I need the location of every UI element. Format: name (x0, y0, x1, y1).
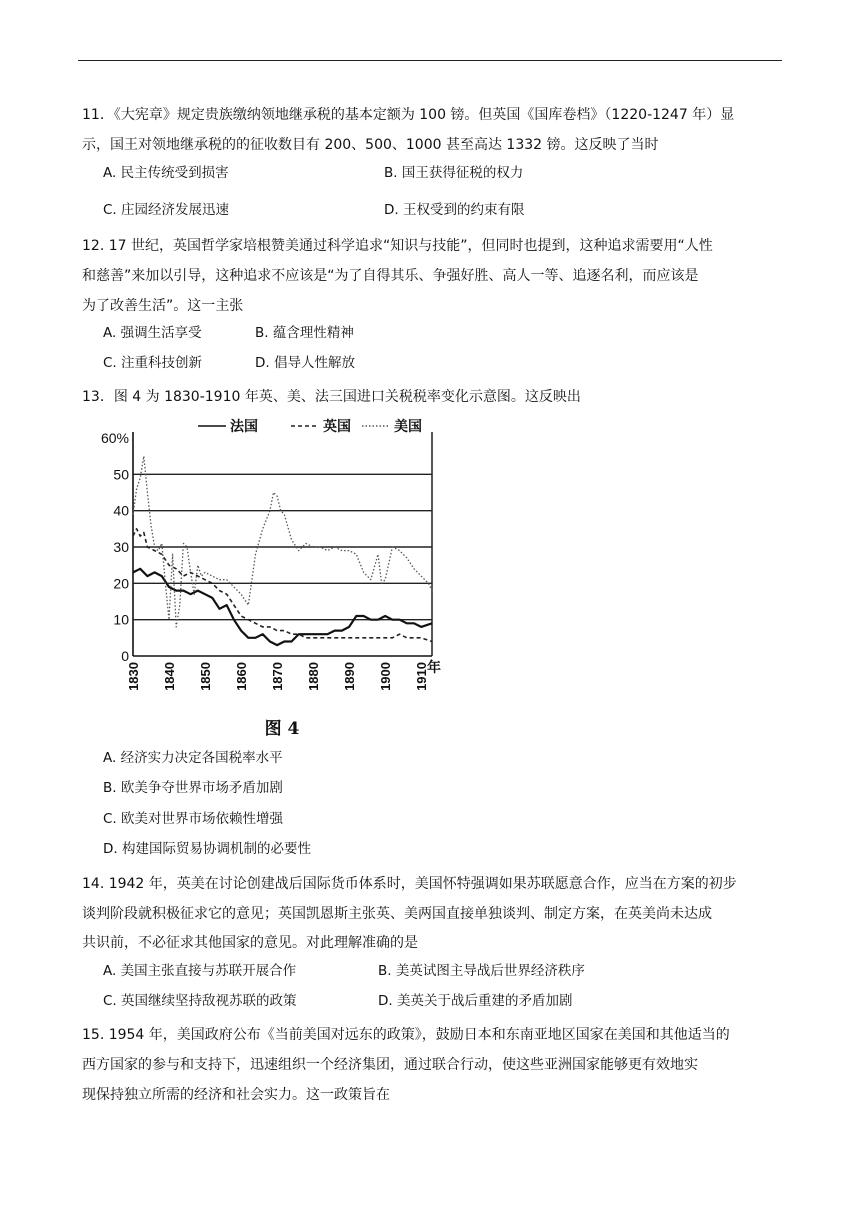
question-15-line-2: 西方国家的参与和支持下，迅速组织一个经济集团，通过联合行动，使这些亚洲国家能够更有效地实 (82, 1057, 698, 1073)
q11-option-a[interactable]: A. 民主传统受到损害 (103, 165, 229, 181)
q14-option-c[interactable]: C. 英国继续坚持敌视苏联的政策 (103, 993, 297, 1009)
y-tick-label: 20 (113, 575, 129, 592)
x-tick-label: 1870 (270, 662, 286, 691)
q11-option-d[interactable]: D. 王权受到的约束有限 (384, 202, 525, 218)
x-tick-label: 1900 (378, 662, 394, 691)
x-tick-label: 1880 (306, 662, 322, 691)
q12-option-b[interactable]: B. 蕴含理性精神 (255, 325, 354, 341)
q14-option-d[interactable]: D. 美英关于战后重建的矛盾加剧 (378, 993, 573, 1009)
x-axis-label: 年 (427, 660, 441, 676)
q12-option-a[interactable]: A. 强调生活享受 (103, 325, 202, 341)
y-tick-label: 30 (113, 539, 129, 555)
y-tick-label: 40 (113, 502, 129, 519)
tariff-chart-svg (100, 412, 456, 712)
series-line (133, 529, 432, 642)
q12-option-c[interactable]: C. 注重科技创新 (103, 355, 203, 371)
y-tick-label: 0 (121, 648, 129, 664)
x-tick-label: 1860 (234, 662, 250, 691)
question-14-line-3: 共识前，不必征求其他国家的意见。对此理解准确的是 (82, 935, 418, 951)
x-tick-label: 1910 (414, 662, 430, 691)
question-12-line-1: 12. 17 世纪，英国哲学家培根赞美通过科学追求“知识与技能”，但同时也提到，这种追求需要用“人性 (82, 238, 713, 254)
q14-option-a[interactable]: A. 美国主张直接与苏联开展合作 (103, 963, 297, 979)
x-tick-label: 1830 (126, 662, 141, 691)
x-tick-label: 1890 (342, 662, 358, 691)
tariff-chart (100, 412, 456, 742)
question-13-line-1: 13．图 4 为 1830-1910 年英、美、法三国进口关税税率变化示意图。这反映出 (82, 389, 581, 405)
question-14-line-1: 14. 1942 年，英美在讨论创建战后国际货币体系时，美国怀特强调如果苏联愿意合作，应当在方案的初步 (82, 876, 737, 892)
legend-label: 英国 (323, 419, 351, 435)
question-15-line-3: 现保持独立所需的经济和社会实力。这一政策旨在 (82, 1087, 390, 1103)
q13-option-a[interactable]: A. 经济实力决定各国税率水平 (103, 750, 283, 766)
q13-option-c[interactable]: C. 欧美对世界市场依赖性增强 (103, 811, 284, 827)
q13-option-d[interactable]: D. 构建国际贸易协调机制的必要性 (103, 841, 311, 857)
y-tick-label: 10 (113, 611, 129, 628)
legend-label: 法国 (230, 419, 258, 435)
question-12-line-3: 为了改善生活”。这一主张 (82, 298, 244, 314)
series-line (133, 569, 432, 645)
q13-option-b[interactable]: B. 欧美争夺世界市场矛盾加剧 (103, 780, 283, 796)
question-11-line-1: 11．《大宪章》规定贵族缴纳领地继承税的基本定额为 100 镑。但英国《国库卷档》（1220-1247 年）显 (82, 107, 735, 123)
question-14-line-2: 谈判阶段就积极征求它的意见；英国凯恩斯主张英、美两国直接单独谈判、制定方案，在英美尚未达成 (82, 906, 712, 922)
y-tick-label: 60% (100, 430, 129, 446)
question-12-line-2: 和慈善”来加以引导，这种追求不应该是“为了自得其乐、争强好胜、高人一等、追逐名利，而应该是 (82, 268, 699, 284)
q12-option-d[interactable]: D. 倡导人性解放 (255, 355, 355, 371)
question-15-line-1: 15. 1954 年，美国政府公布《当前美国对远东的政策》，鼓励日本和东南亚地区国家在美国和其他适当的 (82, 1027, 730, 1043)
chart-caption: 图 4 (264, 719, 300, 739)
q11-option-b[interactable]: B. 国王获得征税的权力 (384, 165, 524, 181)
legend-label: 美国 (394, 419, 422, 435)
series-line (133, 456, 432, 627)
q11-option-c[interactable]: C. 庄园经济发展迅速 (103, 202, 230, 218)
y-tick-label: 50 (113, 466, 129, 483)
q14-option-b[interactable]: B. 美英试图主导战后世界经济秩序 (378, 963, 585, 979)
header-rule (78, 60, 782, 61)
x-tick-label: 1840 (162, 662, 178, 691)
question-11-line-2: 示，国王对领地继承税的的征收数目有 200、500、1000 甚至高达 1332 镑。这反映了当时 (82, 137, 659, 153)
x-tick-label: 1850 (198, 662, 214, 691)
